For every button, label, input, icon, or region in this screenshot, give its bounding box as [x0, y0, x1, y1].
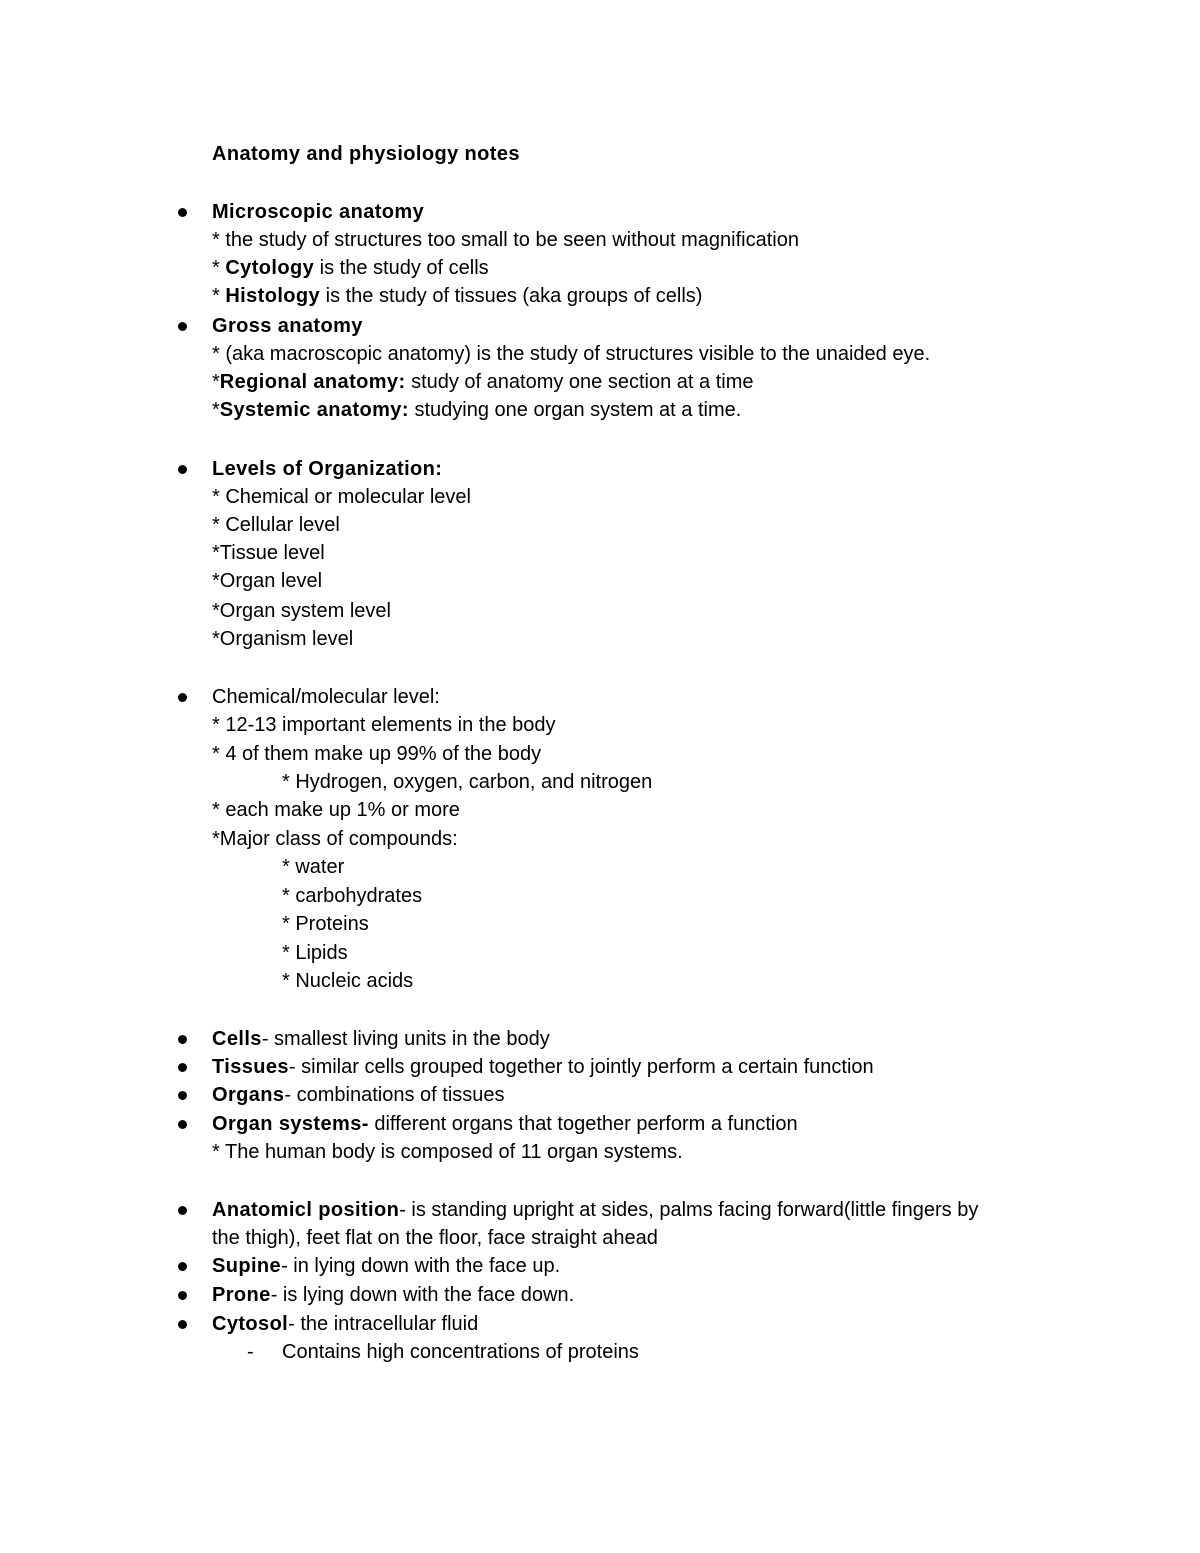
list-item-text: * each make up 1% or more — [212, 799, 460, 821]
list-item-text: * 4 of them make up 99% of the body — [212, 743, 542, 765]
list-item-text: Prone- is lying down with the face down. — [212, 1284, 575, 1306]
list-item-subtext: * carbohydrates — [282, 885, 423, 907]
list-item-text: *Organ level — [212, 570, 323, 592]
list-item-text: Supine- in lying down with the face up. — [212, 1255, 561, 1277]
page-title: Anatomy and physiology notes — [212, 143, 520, 165]
list-item-subtext: * Lipids — [282, 942, 348, 964]
bullet-icon — [178, 465, 187, 474]
list-item-text: * Chemical or molecular level — [212, 486, 471, 508]
list-item-text: *Organ system level — [212, 600, 391, 622]
list-item-subtext: Contains high concentrations of proteins — [282, 1341, 639, 1363]
bullet-icon — [178, 208, 187, 217]
list-item-text: Cells- smallest living units in the body — [212, 1028, 550, 1050]
bullet-icon — [178, 1091, 187, 1100]
bullet-icon — [178, 1035, 187, 1044]
list-item-heading: Chemical/molecular level: — [212, 686, 440, 708]
bullet-icon — [178, 1262, 187, 1271]
list-item-text: the thigh), feet flat on the floor, face straight ahead — [212, 1227, 658, 1249]
list-item-text: * Cytology is the study of cells — [212, 257, 489, 279]
list-item-text: *Major class of compounds: — [212, 828, 458, 850]
list-item-text: Organ systems- different organs that together perform a function — [212, 1113, 798, 1135]
list-item-heading: Gross anatomy — [212, 315, 363, 337]
list-item-text: Organs- combinations of tissues — [212, 1084, 505, 1106]
list-item-heading: Levels of Organization: — [212, 458, 443, 480]
list-item-heading: Microscopic anatomy — [212, 201, 425, 223]
list-item-text: *Tissue level — [212, 542, 325, 564]
list-item-text: Cytosol- the intracellular fluid — [212, 1313, 479, 1335]
list-item-text: Tissues- similar cells grouped together to jointly perform a certain function — [212, 1056, 874, 1078]
list-item-text: *Systemic anatomy: studying one organ system at a time. — [212, 399, 742, 421]
list-item-subtext: * water — [282, 856, 345, 878]
list-item-text: * the study of structures too small to be seen without magnification — [212, 229, 799, 251]
list-item-text: *Organism level — [212, 628, 354, 650]
bullet-icon — [178, 1063, 187, 1072]
dash-marker: - — [247, 1341, 254, 1363]
bullet-icon — [178, 1320, 187, 1329]
list-item-subtext: * Hydrogen, oxygen, carbon, and nitrogen — [282, 771, 653, 793]
list-item-text: *Regional anatomy: study of anatomy one section at a time — [212, 371, 754, 393]
bullet-icon — [178, 1206, 187, 1215]
list-item-subtext: * Nucleic acids — [282, 970, 414, 992]
list-item-subtext: * Proteins — [282, 913, 369, 935]
bullet-icon — [178, 1120, 187, 1129]
list-item-text: Anatomicl position- is standing upright at sides, palms facing forward(little fingers by — [212, 1199, 979, 1221]
list-item-text: * Histology is the study of tissues (aka groups of cells) — [212, 285, 703, 307]
list-item-text: * The human body is composed of 11 organ systems. — [212, 1141, 683, 1163]
bullet-icon — [178, 1291, 187, 1300]
list-item-text: * (aka macroscopic anatomy) is the study of structures visible to the unaided eye. — [212, 343, 931, 365]
bullet-icon — [178, 322, 187, 331]
list-item-text: * Cellular level — [212, 514, 340, 536]
list-item-text: * 12-13 important elements in the body — [212, 714, 556, 736]
bullet-icon — [178, 693, 187, 702]
